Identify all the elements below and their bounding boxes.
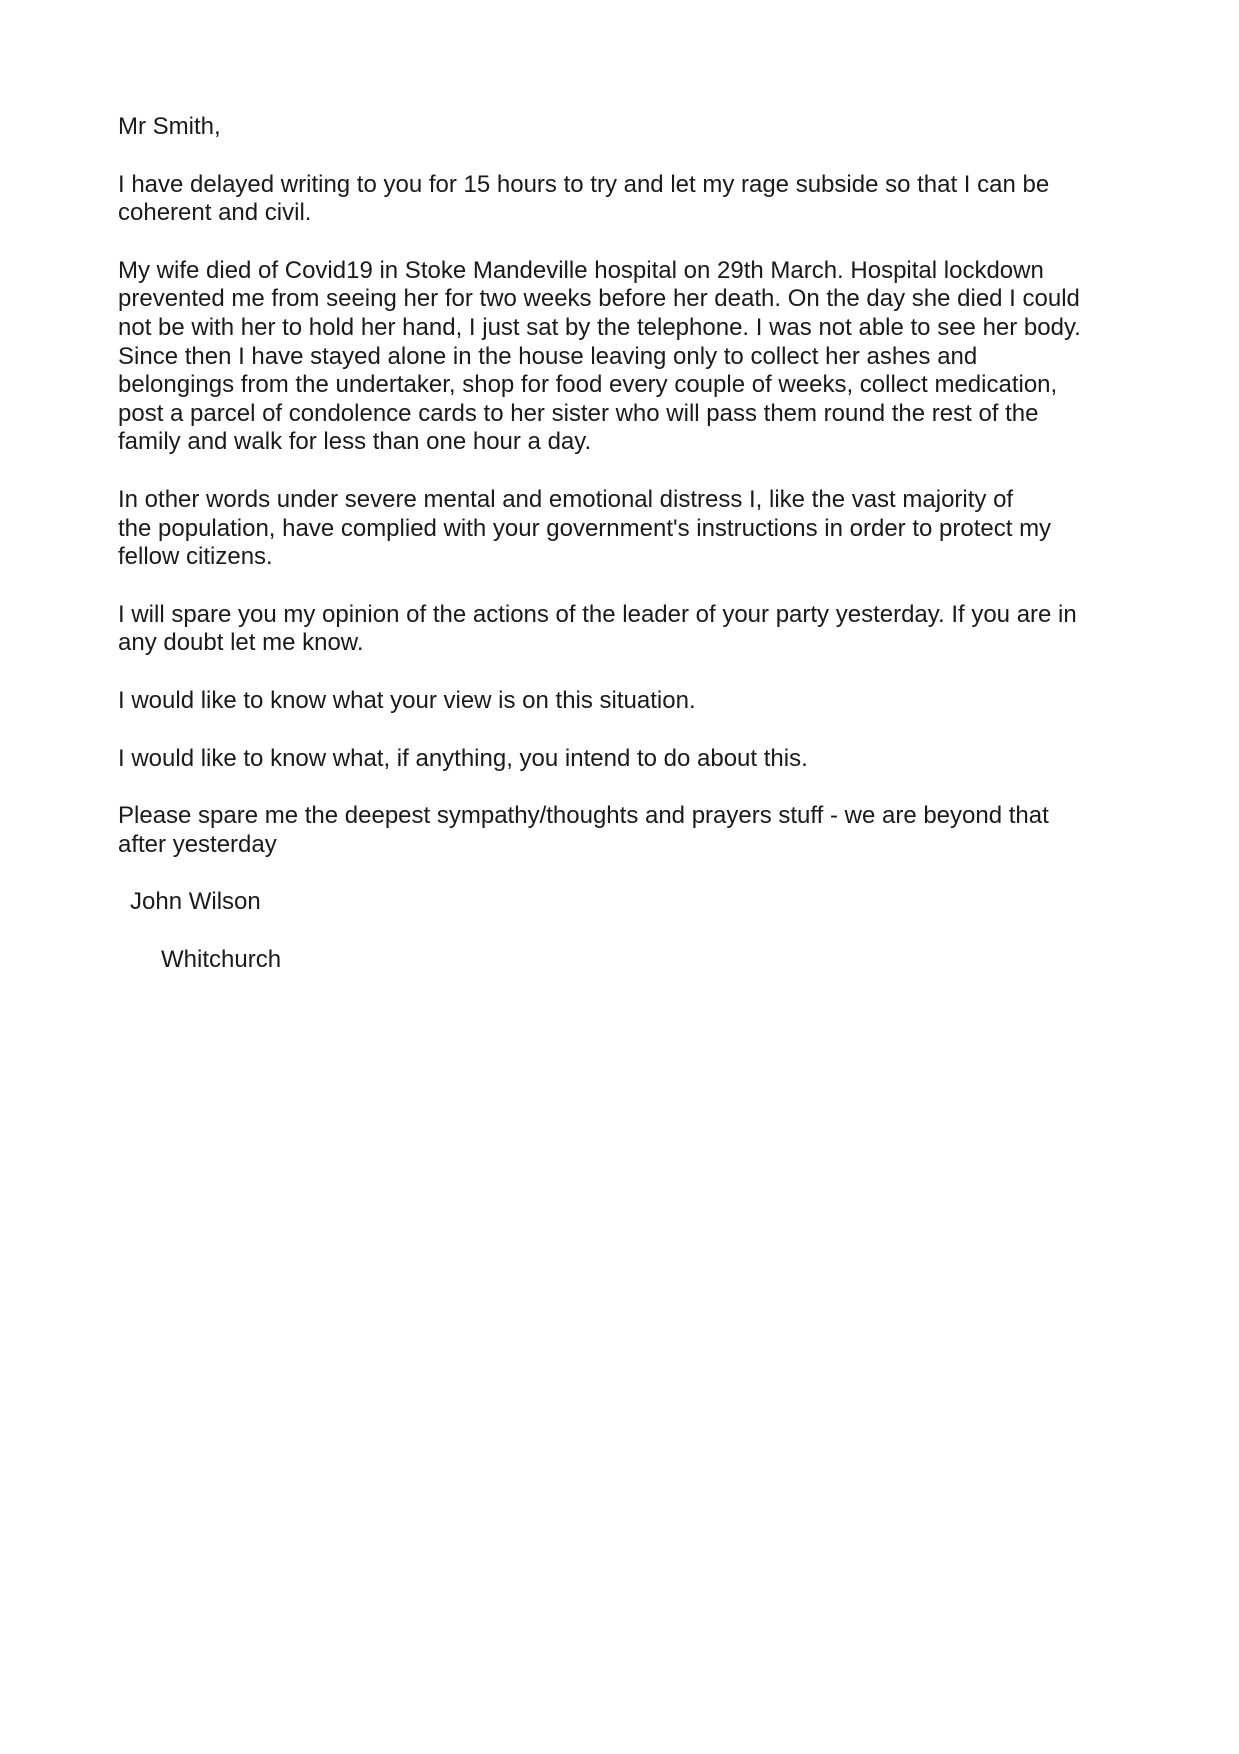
letter-paragraph-7: Please spare me the deepest sympathy/thoughts and prayers stuff - we are beyond that after yesterday <box>118 802 1049 858</box>
letter-paragraph-2: My wife died of Covid19 in Stoke Mandeville hospital on 29th March. Hospital lockdown prevented me from seeing her for two weeks before her death. On the day she died I could not be with her to hold her hand, I just sat by the telephone. I was not able to see her body. Since then I have stayed alone in the house leaving only to collect her ashes and belongings from the undertaker, shop for food every couple of weeks, collect medication, post a parcel of condolence cards to her sister who will pass them round the rest of the family and walk for less than one hour a day. <box>118 256 1081 456</box>
letter-body <box>118 113 1128 1003</box>
letter-paragraph-6: I would like to know what, if anything, you intend to do about this. <box>118 744 808 772</box>
signature-town: Whitchurch <box>161 945 282 973</box>
letter-paragraph-5: I would like to know what your view is on this situation. <box>118 686 696 714</box>
signature-name: John Wilson <box>130 888 261 916</box>
letter-paragraph-3: In other words under severe mental and emotional distress I, like the vast majority of the population, have complied with your government's instructions in order to protect my fellow citizens. <box>118 485 1052 571</box>
letter-paragraph-1: I have delayed writing to you for 15 hours to try and let my rage subside so that I can be coherent and civil. <box>118 170 1050 227</box>
letter-paragraph-4: I will spare you my opinion of the actions of the leader of your party yesterday. If you are in any doubt let me know. <box>118 600 1077 657</box>
letter-salutation: Mr Smith, <box>118 113 221 140</box>
